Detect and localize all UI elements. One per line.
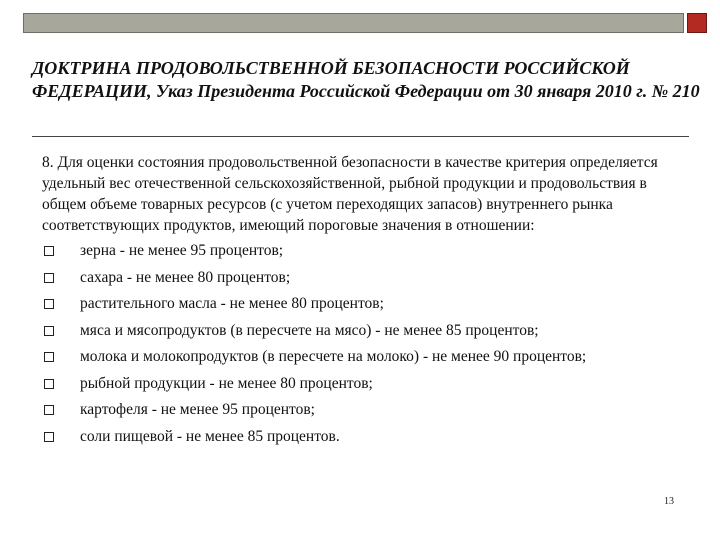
title-divider <box>32 136 689 137</box>
square-bullet-icon <box>44 379 54 389</box>
list-item <box>42 426 692 453</box>
intro-paragraph: 8. Для оценки состояния продовольственной безопасности в качестве критерия определяется удельный вес отечественной сельскохозяйственной, рыбной продукции и продовольствия в общем объеме товарных ресурсов (с учетом переходящих запасов) внутреннего рынка соответствующих продуктов, имеющий пороговые значения в отношении: <box>42 154 658 234</box>
square-bullet-icon <box>44 299 54 309</box>
list-item-text: молока и молокопродуктов (в пересчете на молоко) - не менее 90 процентов; <box>80 348 587 365</box>
list-item-text: зерна - не менее 95 процентов; <box>80 242 284 259</box>
threshold-list <box>42 240 692 452</box>
list-item <box>42 346 692 373</box>
list-item-text: соли пищевой - не менее 85 процентов. <box>80 427 340 445</box>
square-bullet-icon <box>44 326 54 336</box>
list-item <box>42 399 692 426</box>
header-decorative-bar <box>23 13 684 33</box>
square-bullet-icon <box>44 405 54 415</box>
slide-body <box>42 152 692 452</box>
square-bullet-icon <box>44 246 54 256</box>
slide-title: ДОКТРИНА ПРОДОВОЛЬСТВЕННОЙ БЕЗОПАСНОСТИ РОССИЙСКОЙ ФЕДЕРАЦИИ, Указ Президента Российской Федерации от 30 января 2010 г. № 210 <box>32 58 700 101</box>
list-item <box>42 373 692 400</box>
square-bullet-icon <box>44 273 54 283</box>
list-item-text: мяса и мясопродуктов (в пересчете на мясо) - не менее 85 процентов; <box>80 321 539 339</box>
list-item <box>42 320 692 347</box>
list-item-text: сахара - не менее 80 процентов; <box>80 268 291 286</box>
list-item <box>42 293 692 320</box>
page-number: 13 <box>664 496 674 507</box>
square-bullet-icon <box>44 432 54 442</box>
list-item-text: картофеля - не менее 95 процентов; <box>80 401 315 418</box>
header-decorative-square <box>687 13 707 33</box>
list-item <box>42 267 692 294</box>
square-bullet-icon <box>44 352 54 362</box>
list-item-text: рыбной продукции - не менее 80 процентов; <box>80 374 373 392</box>
list-item-text: растительного масла - не менее 80 процентов; <box>80 295 384 312</box>
list-item <box>42 240 692 267</box>
